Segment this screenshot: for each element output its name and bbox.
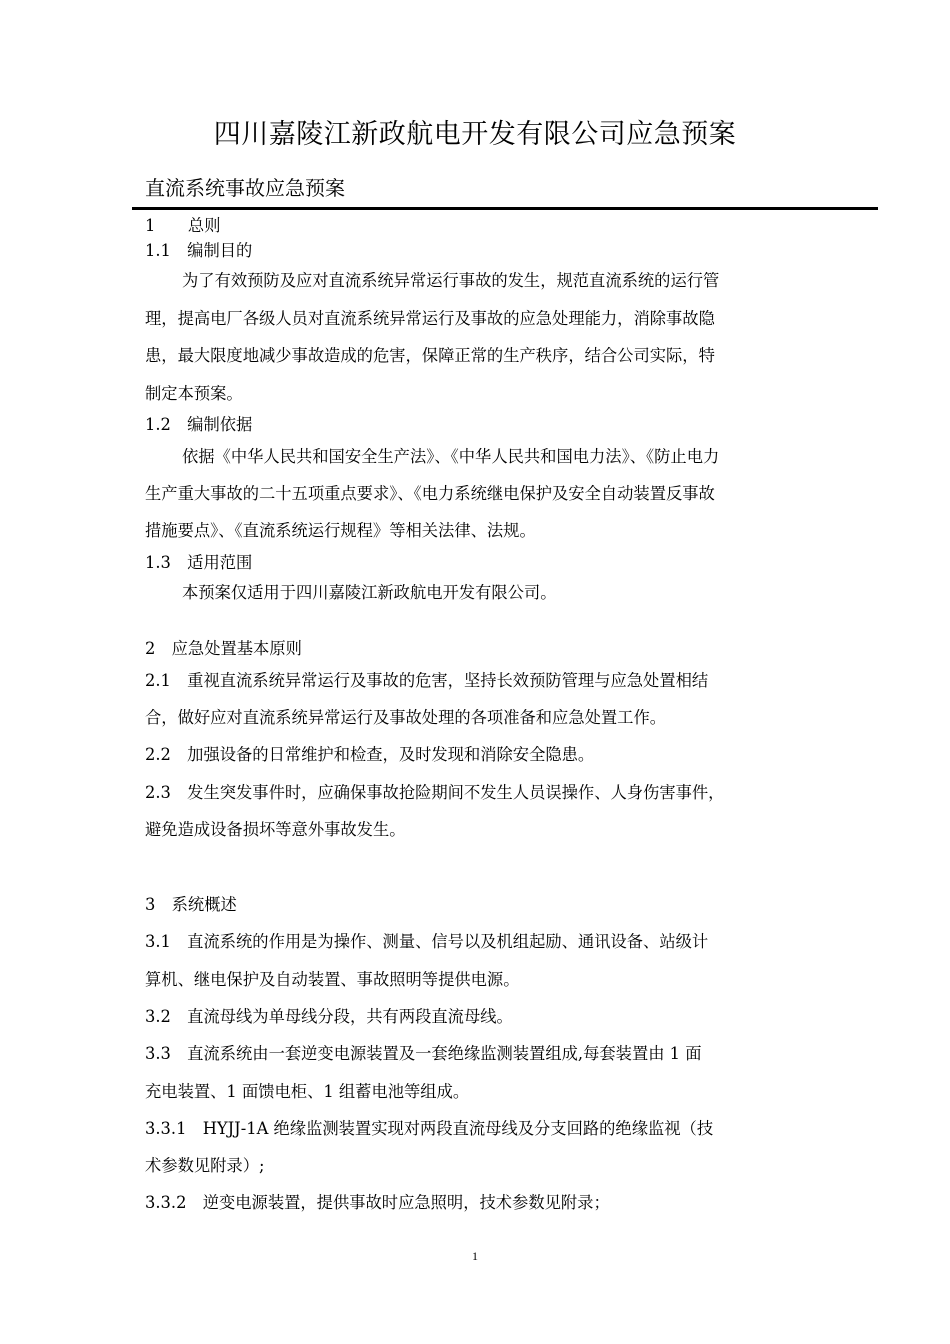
paragraph-line: 2.2 加强设备的日常维护和检查，及时发现和消除安全隐患。: [145, 745, 595, 764]
paragraph-line: 为了有效预防及应对直流系统异常运行事故的发生，规范直流系统的运行管: [182, 271, 720, 290]
paragraph-line: 2.1 重视直流系统异常运行及事故的危害，坚持长效预防管理与应急处置相结: [145, 671, 709, 690]
section-heading-2: 2 应急处置基本原则: [145, 639, 302, 658]
paragraph-line: 3.3.1 HYJJ-1A 绝缘监测装置实现对两段直流母线及分支回路的绝缘监视（技: [145, 1119, 714, 1138]
subsection-heading-1-2: 1.2 编制依据: [145, 415, 253, 434]
paragraph-line: 2.3 发生突发事件时，应确保事故抢险期间不发生人员误操作、人身伤害事件，: [145, 783, 725, 802]
section-heading-1: 1 总则: [145, 216, 221, 235]
subsection-heading-1-1: 1.1 编制目的: [145, 241, 253, 260]
paragraph-line: 3.1 直流系统的作用是为操作、测量、信号以及机组起励、通讯设备、站级计: [145, 932, 709, 951]
paragraph-line: 3.3.2 逆变电源装置，提供事故时应急照明，技术参数见附录；: [145, 1193, 610, 1212]
page-number: 1: [472, 1249, 478, 1263]
paragraph-line: 依据《中华人民共和国安全生产法》、《中华人民共和国电力法》、《防止电力: [182, 447, 720, 466]
paragraph-line: 理，提高电厂各级人员对直流系统异常运行及事故的应急处理能力，消除事故隐: [145, 309, 715, 328]
paragraph-line: 措施要点》、《直流系统运行规程》等相关法律、法规。: [145, 521, 536, 540]
paragraph-line: 本预案仅适用于四川嘉陵江新政航电开发有限公司。: [182, 583, 557, 602]
paragraph-line: 算机、继电保护及自动装置、事故照明等提供电源。: [145, 970, 520, 989]
paragraph-line: 3.2 直流母线为单母线分段，共有两段直流母线。: [145, 1007, 513, 1026]
paragraph-line: 患，最大限度地减少事故造成的危害，保障正常的生产秩序，结合公司实际，特: [145, 346, 715, 365]
paragraph-line: 生产重大事故的二十五项重点要求》、《电力系统继电保护及安全自动装置反事故: [145, 484, 715, 503]
paragraph-line: 术参数见附录）;: [145, 1156, 265, 1175]
paragraph-line: 充电装置、1 面馈电柜、1 组蓄电池等组成。: [145, 1082, 470, 1101]
paragraph-line: 制定本预案。: [145, 384, 243, 403]
paragraph-line: 合，做好应对直流系统异常运行及事故处理的各项准备和应急处置工作。: [145, 708, 667, 727]
document-title: 四川嘉陵江新政航电开发有限公司应急预案: [213, 119, 737, 150]
paragraph-line: 避免造成设备损坏等意外事故发生。: [145, 820, 406, 839]
header-rule: [132, 207, 878, 210]
paragraph-line: 3.3 直流系统由一套逆变电源装置及一套绝缘监测装置组成,每套装置由 1 面: [145, 1044, 702, 1063]
subsection-heading-1-3: 1.3 适用范围: [145, 553, 253, 572]
document-subtitle: 直流系统事故应急预案: [145, 176, 345, 200]
section-heading-3: 3 系统概述: [145, 895, 237, 914]
